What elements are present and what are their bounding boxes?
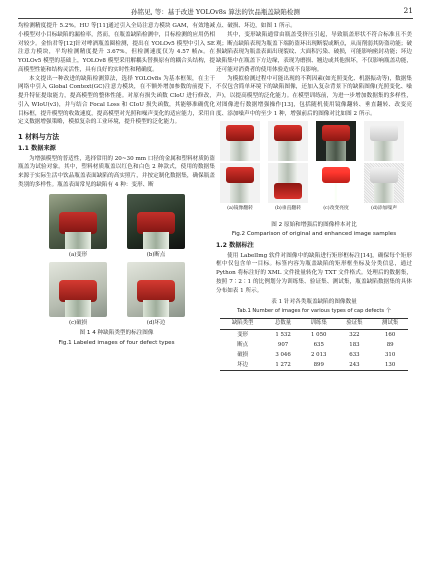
table-header-cell: 测试集 [382,320,399,327]
table-header-cell: 验证集 [346,320,363,327]
table-cell: 3 046 [275,351,291,358]
intro-paragraph-1: 均检测精度提升 5.2%。HU 等[11]通过引入全局注意力模块 GAM，有效地减小模型对小目标缺陷的漏检率，然而，在瓶盖缺陷检测中，目标检测的应用仍相对较少。金怡君等[12]针对啤酒瓶盖圈检测，提出在 YOLOv5 模型中引入 SE 注意力模块，平均检测精度提升 3.67%，但检测速度仅为 4.57 帧/s。在 YOLOv5 模型的基础上，YOLOv8 模型采用解耦头替换原有的耦合头结构，提高模型性能和结构灵活性，具有良好的实时性和精确度。 [18,23,215,73]
table-cell: 907 [277,341,289,348]
table-cell: 183 [349,341,360,348]
page-number: 21 [403,6,413,15]
table-cell: 899 [313,361,324,368]
figure-2-caption-en: Fig.2 Comparison of original and enhanced image samples [231,231,397,237]
running-title: 孙铭见, 等：基于改进 YOLOv8s 算法的饮品瓶盖缺陷检测 [131,8,300,16]
augmented-image-vertical-flip [268,163,308,203]
running-header [18,6,413,19]
table-cell: 635 [313,341,324,348]
augmented-image-noise [364,163,404,203]
figure-2-label-d: (d)添加噪声 [370,206,397,212]
defects-list-paragraph: 点、破损、坏边，如图 1 所示。 [216,23,296,29]
augmented-image-brightness [316,163,356,203]
table-cell: 160 [384,331,396,338]
table-cell: 破损 [237,351,248,358]
table-header-cell: 训练集 [310,320,327,327]
table-1 [220,318,408,372]
table-header-cell: 总数量 [274,320,292,327]
original-image-a [220,121,260,161]
table-header-row [220,318,408,329]
figure-2-caption-cn: 图 2 原始和增强后的图像样本对比 [271,222,357,229]
original-image-c [316,121,356,161]
data-source-paragraph: 为增强模型的普适性，选择常用的 20~30 mm 口径的金属和塑料材质防盗瓶盖为试验对象。其中，塑料材质瓶盖以红色和白色 2 种款式，使用的数据集来源于实际生活中饮品瓶盖表面缺陷的高实照片，并按定制化数据集，确保瓶盖类别的多样性。瓶盖表面常见的缺陷有 4 种：变形、断 [18,155,215,188]
table-cell: 1 532 [275,331,291,338]
table-row [220,360,408,371]
original-image-b [268,121,308,161]
defect-photo-damage [49,262,107,317]
table-cell: 2 013 [311,351,327,358]
table-cell: 变形 [237,331,248,338]
original-image-d [364,121,404,161]
table-cell: 断点 [237,341,248,348]
intro-paragraph-2: 本文提出一种改进的缺陷检测算法，选择 YOLOv8s 为基本框架，在主干网络中引入 Global Context(GC)注意力模块，在不额外增加参数的前提下，提升特征提取能力，提高模型的整体性能。对原有损失函数 CIoU 进行修改，引入 WIoU(v3)，并与结合 Focal Loss 和 CIoU 损失函数，其能够准确优化目标框，提升模型的收敛速度，提高模型对光照和噪声变化的适应能力，采用自定义数据增强策略，模拟复杂的工业环境，提升模型的泛化能力。 [18,75,215,126]
figure-1 [18,194,215,351]
table-cell: 坏边 [237,361,248,368]
table-row [220,350,408,360]
table-cell: 322 [349,331,360,338]
section-heading-data-source: 1.1 数据来源 [18,144,56,152]
figure-1-label-c: (c)破损 [68,319,87,326]
right-column [216,22,412,371]
figure-1-label-b: (b)断点 [146,251,166,258]
figure-1-label-a: (a)变形 [68,251,88,258]
table-row [220,340,408,350]
figure-1-caption-en: Fig.1 Labeled images of four defect types [58,339,175,346]
defect-photo-deformation [49,194,107,249]
table-1-caption-en: Tab.1 Number of images for various types of cap defects 个 [237,308,391,314]
defects-description-paragraph: 其中，变形缺陷通常由瓶盖受挤压引起，导致瓶盖形状不符合标准且不美观；断点缺陷表现为瓶盖下端防盗环出现断裂或断点，从而削弱其防盗功能；破损缺陷表现为瓶盖表面出现裂纹、大面积污染、破损，可能影响密封功能；坏边缺陷集中在瓶盖下方边缘，表现为磨损、翘边或其他损坏，不仅影响瓶盖功能，还可能对消费者的使用体验造成不良影响。 [216,31,412,73]
left-column [18,22,215,351]
table-cell: 243 [349,361,360,368]
table-cell: 1 050 [311,331,327,338]
section-heading-materials: 1 材料与方法 [18,133,60,141]
table-header-cell: 缺陷类型 [231,320,254,327]
table-cell: 130 [384,361,396,368]
figure-2-label-b: (b)垂直翻转 [274,206,301,212]
figure-2 [216,121,412,219]
table-row [220,329,408,340]
table-cell: 1 272 [275,361,291,368]
table-cell: 89 [386,341,394,348]
annotation-paragraph: 使用 LabelImg 软件对图像中的缺陷进行矩形框标注[14]，确保每个矩形框中仅包含单一目标。标签内容为瓶盖缺陷的矩形框坐标及分类信息，通过 Python 将标注好的 XML 文件批量转化为 TXT 文件格式。处理后的数据集，按照 7∶2∶1 的比例划分为训练集、验证集、测试集，瓶盖缺陷数据集的具体分布如表 1 所示。 [216,252,412,294]
augmented-image-mirror [220,163,260,203]
table-cell: 633 [349,351,360,358]
table-1-caption-cn: 表 1 针对各类瓶盖缺陷的图像数量 [271,299,357,306]
figure-1-caption-cn: 图 1 4 种缺陷类型的标注图像 [79,329,154,336]
augmentation-paragraph: 为模拟检测过程中可能出现的不利因素(如光照变化、机器振动等)，数据集不仅包含简单环境下的缺陷图像，还加入复杂背景下的缺陷图像(光照变化、噪声)，以提高模型的泛化能力。在模型训练前，为进一步增加数据集的多样性，对图像进行数据增强操作[13]，包括随机使用镜像翻转、垂直翻转、改变亮度、添加噪声中的至少 1 种，增强前后的图像对比如图 2 所示。 [216,75,412,117]
defect-photo-breakpoint [127,194,185,249]
figure-1-label-d: (d)坏边 [146,319,166,326]
figure-2-label-c: (c)改变亮度 [323,206,349,212]
defect-photo-bad-edge [127,262,185,317]
figure-2-label-a: (a)镜像翻转 [227,206,253,212]
table-cell: 310 [384,351,396,358]
section-heading-annotation: 1.2 数据标注 [216,241,254,249]
